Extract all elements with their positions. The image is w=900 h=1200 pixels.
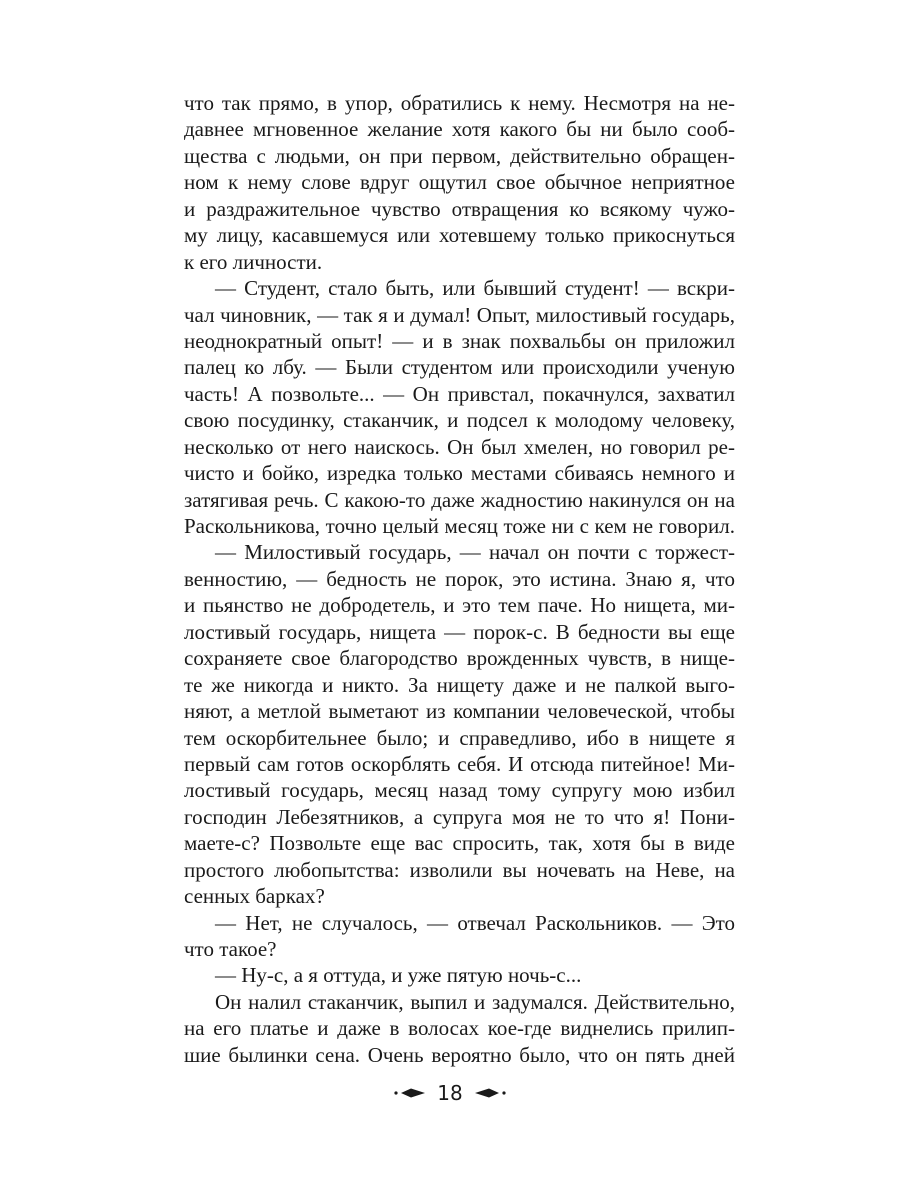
text-line: чал чиновник, — так я и думал! Опыт, милостивый государь,	[184, 302, 735, 327]
text-line: господин Лебезятников, а супруга моя не то что я! Пони-	[184, 804, 735, 829]
ornament-right-icon	[473, 1086, 507, 1100]
text-line: лостивый государь, месяц назад тому супругу мою избил	[184, 778, 735, 803]
text-line: тем оскорбительнее было; и справедливо, ибо в нищете я	[184, 725, 735, 750]
text-line: Он налил стаканчик, выпил и задумался. Действительно,	[215, 989, 735, 1014]
text-line: няют, а метлой выметают из компании человеческой, чтобы	[184, 699, 735, 724]
text-line: часть! А позвольте... — Он привстал, покачнулся, захватил	[184, 381, 735, 406]
body-text	[184, 90, 735, 1068]
text-line: ном к нему слове вдруг ощутил свое обычное неприятное	[184, 170, 735, 195]
text-line: что так прямо, в упор, обратились к нему. Несмотря на не-	[184, 91, 735, 115]
text-line: палец ко лбу. — Были студентом или происходили ученую	[184, 355, 735, 380]
text-line: сохраняете свое благородство врожденных чувств, в нище-	[184, 646, 735, 671]
text-line: му лицу, касавшемуся или хотевшему только прикоснуться	[184, 223, 735, 248]
text-line: и раздражительное чувство отвращения ко всякому чужо-	[184, 196, 735, 221]
text-line: — Милостивый государь, — начал он почти с торжест-	[215, 540, 735, 565]
text-line: давнее мгновенное желание хотя какого бы ни было сооб-	[184, 117, 735, 142]
text-line: те же никогда и никто. За нищету даже и не палкой выго-	[184, 672, 735, 697]
text-line: свою посудинку, стаканчик, и подсел к молодому человеку,	[184, 408, 735, 433]
text-line: маете-с? Позвольте еще вас спросить, так, хотя бы в виде	[184, 831, 735, 856]
text-line: неоднократный опыт! — и в знак похвальбы он приложил	[184, 328, 735, 353]
text-line: первый сам готов оскорблять себя. И отсюда питейное! Ми-	[184, 751, 735, 776]
text-line: затягивая речь. С какою-то даже жадностию накинулся он на	[184, 487, 735, 512]
text-line: и пьянство не добродетель, и это тем паче. Но нищета, ми-	[184, 593, 735, 618]
text-line: Раскольникова, точно целый месяц тоже ни с кем не говорил.	[184, 514, 735, 538]
text-line: — Ну-с, а я оттуда, и уже пятую ночь-с...	[215, 963, 582, 988]
text-line: лостивый государь, нищета — порок-с. В бедности вы еще	[184, 619, 735, 644]
text-line: щества с людьми, он при первом, действительно обращен-	[184, 143, 735, 168]
text-line: шие былинки сена. Очень вероятно было, что он пять дней	[184, 1042, 735, 1067]
text-line: чисто и бойко, изредка только местами сбиваясь немного и	[184, 461, 735, 486]
text-line: что такое?	[184, 937, 277, 961]
page-number: 18	[437, 1081, 463, 1105]
page-footer	[0, 1078, 900, 1108]
text-line: венностию, — бедность не порок, это истина. Знаю я, что	[184, 566, 735, 591]
text-line: — Нет, не случалось, — отвечал Раскольников. — Это	[215, 910, 735, 935]
text-line: к его личности.	[184, 249, 323, 274]
text-line: сенных барках?	[184, 884, 325, 909]
text-line: — Студент, стало быть, или бывший студент! — вскри-	[215, 276, 735, 301]
text-line: на его платье и даже в волосах кое-где виднелись прилип-	[184, 1016, 735, 1041]
text-line: несколько от него наискось. Он был хмелен, но говорил ре-	[184, 434, 735, 459]
ornament-left-icon	[393, 1086, 427, 1100]
text-line: простого любопытства: изволили вы ночевать на Неве, на	[184, 857, 735, 882]
